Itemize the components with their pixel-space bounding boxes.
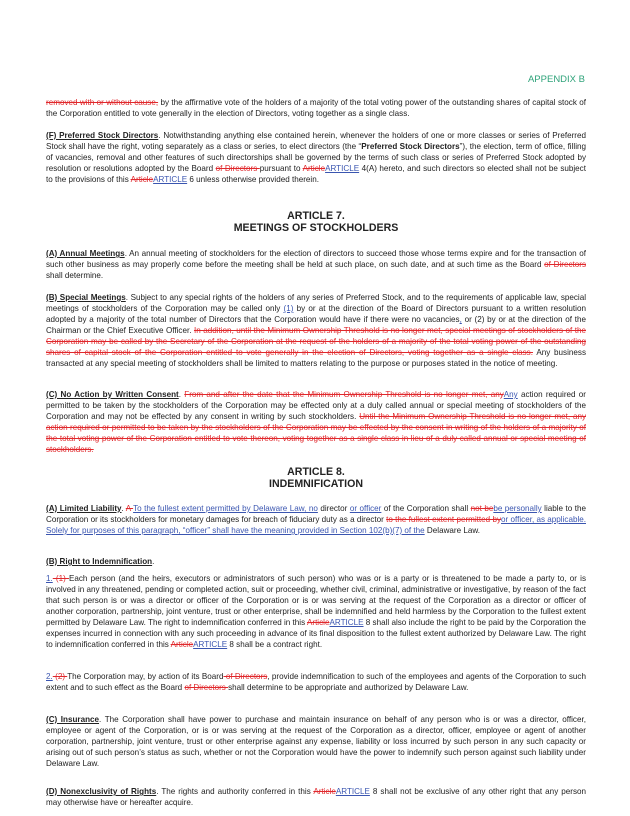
paragraph-no-action-written-consent: (C) No Action by Written Consent. From and after the date that the Minimum Ownership Threshold is no longer met, anyAny action required or permitted to be taken by the stockholders of the Corporation may be effected only at a duly called annual or special meeting of stockholders of the Corporation and may not be effected by any consent in writing by such stockholders. Until the Minimum Ownership Threshold is no longer met, any action required or permitted to be taken by the stockholders of the Corporation may be effected by the consent in writing of the holders of a majority of the total voting power of the Corporation entitled to vote thereon, voting together as a single class in lieu of a duly called annual or special meeting of stockholders. bbox=[46, 390, 586, 454]
section-heading: (D) Nonexclusivity of Rights bbox=[46, 787, 157, 796]
paragraph-limited-liability: (A) Limited Liability. A To the fullest extent permitted by Delaware Law, no director or officer of the Corporation shall not bebe personally liable to the Corporation or its stockholders for monetary damages for breach of fiduciary duty as a director to the fullest extent permitted byor officer, as applicable. Solely for purposes of this paragraph, “officer” shall have the meaning provided in Section 102(b)(7) of the Delaware Law. bbox=[46, 504, 586, 535]
paragraph-nonexclusivity: (D) Nonexclusivity of Rights. The rights and authority conferred in this ArticleARTICLE 8 shall not be exclusive of any other right that any person may otherwise have or hereafter acquire. bbox=[46, 787, 586, 807]
section-heading: (B) Right to Indemnification bbox=[46, 557, 153, 566]
section-heading: (A) Annual Meetings bbox=[46, 249, 125, 258]
article-8-heading: ARTICLE 8. INDEMNIFICATION bbox=[269, 466, 363, 491]
paragraph-indemnification-1: 1. (1) Each person (and the heirs, executors or administrators of such person) who was or is a party or is threatened to be made a party to, or is involved in any threatened, pending or completed action, suit or proceeding, whether civil, criminal, administrative or investigative, by reason of the fact that such person is or was a director or officer of the Corporation or is or was serving at the request of the Corporation as a director or officer of another corporation, partnership, joint venture, trust or other enterprise, shall be indemnified and held harmless by the Corporation to the fullest extent permitted by Delaware Law. The right to indemnification conferred in this ArticleARTICLE 8 shall also include the right to be paid by the Corporation the expenses incurred in connection with any such proceeding in advance of its final disposition to the fullest extent authorized by Delaware Law. The right to indemnification conferred in this ArticleARTICLE 8 shall be a contract right. bbox=[46, 574, 586, 649]
section-heading: (C) No Action by Written Consent bbox=[46, 390, 179, 399]
appendix-label: APPENDIX B bbox=[527, 74, 585, 85]
section-heading: (B) Special Meetings bbox=[46, 293, 126, 302]
paragraph-preferred-stock-directors: (F) Preferred Stock Directors. Notwithstanding anything else contained herein, whenever the holders of one or more classes or series of Preferred Stock shall have the right, voting separately as a class or series, to elect directors (the “Preferred Stock Directors”), the election, term of office, filling of vacancies, removal and other features of such directorships shall be governed by the terms of such class or series of Preferred Stock adopted by resolution or resolutions adopted by the Board of Directors pursuant to ArticleARTICLE 4(A) hereto, and such directors so elected shall not be subject to the provisions of this ArticleARTICLE 6 unless otherwise provided therein. bbox=[46, 131, 587, 184]
section-heading: (A) Limited Liability bbox=[46, 504, 122, 513]
paragraph-removal-continued: removed with or without cause, by the affirmative vote of the holders of a majority of the total voting power of the outstanding shares of capital stock of the Corporation entitled to vote generally in the election of Directors, voting together as a single class. bbox=[46, 98, 586, 118]
section-heading: (F) Preferred Stock Directors bbox=[46, 131, 159, 140]
paragraph-right-to-indemnification: (B) Right to Indemnification. bbox=[46, 557, 155, 566]
deleted-text: removed with or without cause, bbox=[46, 98, 159, 107]
section-heading: (C) Insurance bbox=[46, 715, 100, 724]
article-7-heading: ARTICLE 7. MEETINGS OF STOCKHOLDERS bbox=[233, 210, 399, 235]
paragraph-insurance: (C) Insurance. The Corporation shall have power to purchase and maintain insurance on behalf of any person who is or was a director, officer, employee or agent of the Corporation, or is or was serving at the request of the Corporation as a director, officer, employee or agent of another corporation, partnership, joint venture, trust or other enterprise against any expense, liability or loss incurred by such person in any such capacity or arising out of such person’s status as such, whether or not the Corporation would have the power to indemnify such person against such liability under Delaware Law. bbox=[46, 715, 586, 768]
paragraph-special-meetings: (B) Special Meetings. Subject to any special rights of the holders of any series of Preferred Stock, and to the requirements of applicable law, special meetings of stockholders of the Corporation may be called only (1) by or at the direction of the Board of Directors pursuant to a written resolution adopted by a majority of the total number of Directors that the Corporation would have if there were no vacancies, or (2) by or at the direction of the Chairman or the Chief Executive Officer. In addition, until the Minimum Ownership Threshold is no longer met, special meetings of stockholders of the Corporation may be called by the Secretary of the Corporation at the request of the holders of a majority of the total voting power of the outstanding shares of capital stock of the Corporation entitled to vote generally in the election of Directors, voting together as a single class. Any business transacted at any special meeting of stockholders shall be limited to matters relating to the purpose or purposes stated in the notice of meeting. bbox=[46, 293, 587, 368]
paragraph-annual-meetings: (A) Annual Meetings. An annual meeting of stockholders for the election of directors to succeed those whose terms expire and for the transaction of such other business as may properly come before the meeting shall be held at such place, on such date, and at such time as the Board of Directors shall determine. bbox=[46, 249, 586, 280]
paragraph-indemnification-2: 2. (2) The Corporation may, by action of its Board of Directors, provide indemnification to such of the employees and agents of the Corporation to such extent and to such effect as the Board of Directors shall determine to be appropriate and authorized by Delaware Law. bbox=[46, 672, 586, 692]
